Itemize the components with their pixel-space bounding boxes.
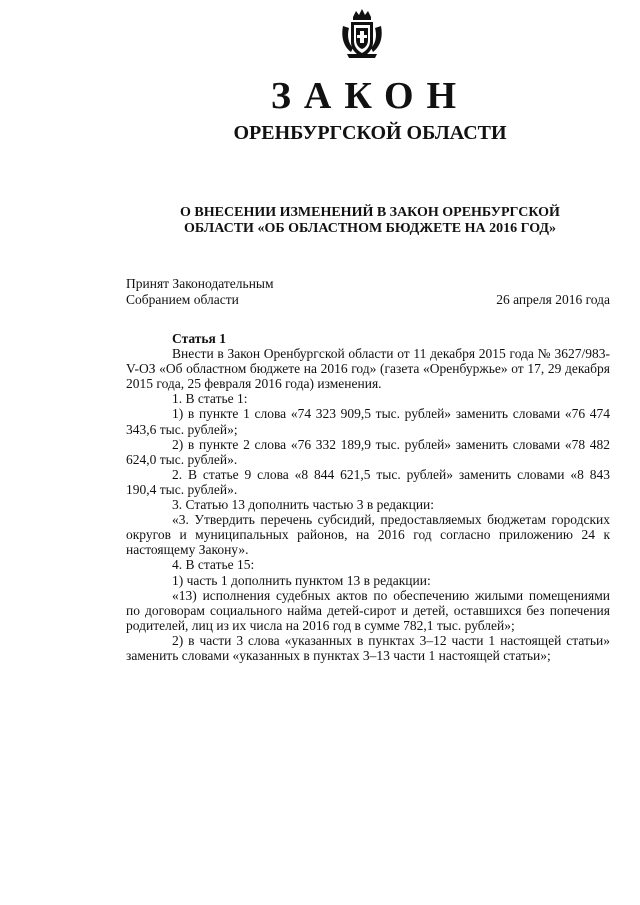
adoption-date: 26 апреля 2016 года: [496, 291, 610, 307]
coat-of-arms-icon: [339, 8, 385, 60]
article-paragraph: «3. Утвердить перечень субсидий, предоставляемых бюджетам городских округов и муниципальных районов, на 2016 год согласно приложению 24 к настоящему Закону».: [126, 512, 610, 558]
article-paragraph: 2) в части 3 слова «указанных в пунктах 3–12 части 1 настоящей статьи» заменить словами «указанных в пунктах 3–13 части 1 настоящей статьи»;: [126, 632, 610, 663]
article-paragraph: Внести в Закон Оренбургской области от 11 декабря 2015 года № 3627/983-V-ОЗ «Об областном бюджете на 2016 год» (газета «Оренбуржье» от 17, 29 декабря 2015 года, 25 февраля 2016 года) изменения.: [126, 346, 610, 392]
article-paragraph: 1) часть 1 дополнить пунктом 13 в редакции:: [172, 572, 431, 588]
article-paragraph: «13) исполнения судебных актов по обеспечению жилыми помещениями по договорам социального найма детей-сирот и детей, оставшихся без попечения родителей, лиц из их числа на 2016 год в сумме 782,1 тыс. рублей»;: [126, 587, 610, 633]
article-paragraph: 1. В статье 1:: [172, 391, 248, 407]
article-paragraph: 4. В статье 15:: [172, 557, 255, 573]
document-title-line-2: ОБЛАСТИ «ОБ ОБЛАСТНОМ БЮДЖЕТЕ НА 2016 ГОД»: [183, 221, 557, 236]
article-heading: Статья 1: [172, 331, 226, 346]
adoption-line-2: Собранием области: [126, 291, 239, 307]
adoption-line-1: Принят Законодательным: [126, 276, 274, 291]
adoption-note: [126, 276, 274, 307]
article-paragraph: 2. В статье 9 слова «8 844 621,5 тыс. рублей» заменить словами «8 843 190,4 тыс. рублей».: [126, 466, 610, 497]
article-body: [126, 331, 610, 663]
document-title-line-1: О ВНЕСЕНИИ ИЗМЕНЕНИЙ В ЗАКОН ОРЕНБУРГСКОЙ: [180, 205, 560, 220]
document-title: [150, 205, 590, 237]
article-paragraph: 3. Статью 13 дополнить частью 3 в редакции:: [172, 497, 435, 513]
law-title: ЗАКОН: [270, 75, 470, 117]
article-paragraph: 2) в пункте 2 слова «76 332 189,9 тыс. рублей» заменить словами «78 482 624,0 тыс. рублей».: [126, 436, 610, 467]
region-subtitle: ОРЕНБУРГСКОЙ ОБЛАСТИ: [233, 122, 507, 144]
article-paragraph: 1) в пункте 1 слова «74 323 909,5 тыс. рублей» заменить словами «76 474 343,6 тыс. рублей»;: [126, 406, 610, 437]
